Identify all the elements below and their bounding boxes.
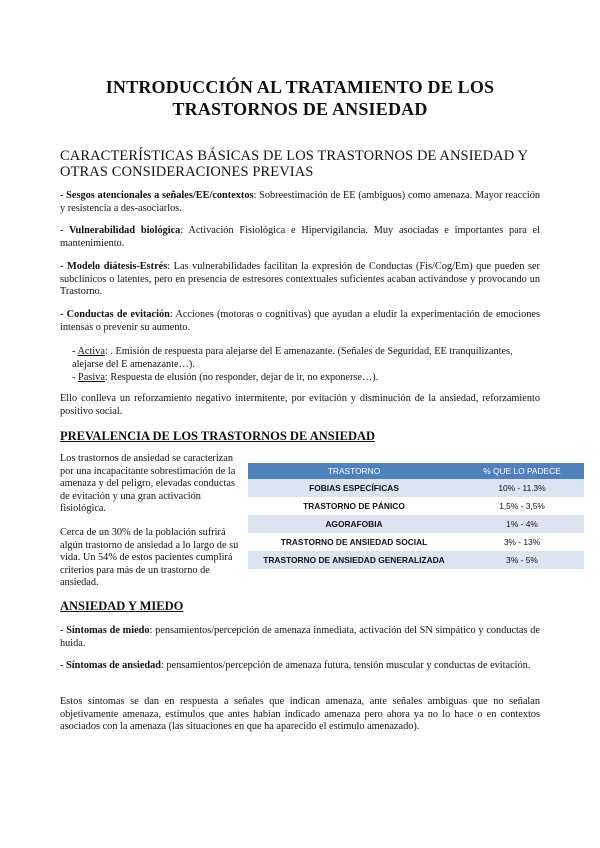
table-cell-name: FOBIAS ESPECÍFICAS — [248, 479, 460, 497]
subitem-prefix: - — [72, 372, 79, 383]
section3-heading: ANSIEDAD Y MIEDO — [60, 599, 184, 613]
table-cell-value: 3% - 5% — [460, 551, 584, 569]
table-cell-value: 10% - 11.3% — [460, 479, 584, 497]
item-term: - Vulnerabilidad biológica — [60, 225, 181, 236]
subitem-term: Activa — [77, 346, 105, 357]
item-term: - Modelo diátesis-Estrés — [60, 261, 168, 272]
item-term: - Síntomas de ansiedad — [60, 660, 161, 671]
prevalence-para-2: Cerca de un 30% de la población sufrirá algún trastorno de ansiedad a lo largo de su vida. Un 54% de estos pacientes cumplirá criterios para más de un trastorno de ansiedad. — [60, 527, 239, 588]
subitem-prefix: - — [72, 346, 78, 357]
section1-heading-line-1: CARACTERÍSTICAS BÁSICAS DE LOS TRASTORNOS DE ANSIEDAD Y — [60, 148, 529, 164]
prevalence-table — [248, 463, 584, 569]
table-row — [248, 551, 584, 569]
table-header-trastorno: TRASTORNO — [248, 463, 460, 479]
item-term: - Conductas de evitación — [60, 309, 170, 320]
section3-item-1 — [60, 625, 540, 650]
table-cell-value: 1% - 4% — [460, 515, 584, 533]
table-header-percent: % QUE LO PADECE — [460, 463, 584, 479]
section2-heading: PREVALENCIA DE LOS TRASTORNOS DE ANSIEDAD — [60, 429, 376, 443]
section1-closing: Ello conlleva un reforzamiento negativo intermitente, por evitación y disminución de la ansiedad, reforzamiento positivo social. — [60, 393, 540, 417]
table-header-row — [248, 463, 584, 479]
section1-item-1 — [60, 190, 540, 215]
section3-item-2 — [60, 660, 540, 673]
item-text: : Acciones (motoras o cognitivas) que ayudan a eludir la experimentación de emociones intensas o prevenir su aumento. — [60, 309, 540, 333]
table-cell-value: 1,5% - 3,5% — [460, 497, 584, 515]
item-text: : Las vulnerabilidades facilitan la expresión de Conductas (Fis/Cog/Em) que pueden ser subclínicos o latentes, pero en presencia de estresores contextuales suficientes acaban activándose y provocando un Trastorno. — [60, 261, 540, 297]
table-row — [248, 479, 584, 497]
title-line-1: INTRODUCCIÓN AL TRATAMIENTO DE LOS — [105, 77, 495, 97]
item-term: - Sesgos atencionales a señales/EE/contextos — [60, 190, 254, 201]
subitem-activa — [72, 346, 542, 371]
item-text: : Activación Fisiológica e Hipervigilancia. Muy asociadas e importantes para el mantenimiento. — [60, 225, 540, 249]
section1-item-4 — [60, 309, 540, 334]
item-term: - Síntomas de miedo — [60, 625, 150, 636]
subitem-term: Pasiva — [78, 372, 105, 383]
item-text: : pensamientos/percepción de amenaza inmediata, activación del SN simpático y conductas de huida. — [60, 625, 540, 649]
table-row — [248, 515, 584, 533]
title-line-2: TRASTORNOS DE ANSIEDAD — [172, 99, 428, 119]
subitem-text: : Respuesta de elusión (no responder, dejar de ir, no exponerse…). — [104, 372, 379, 383]
section1-item-2 — [60, 225, 540, 250]
table-cell-name: AGORAFOBIA — [248, 515, 460, 533]
section1-heading — [60, 148, 528, 180]
item-text: : pensamientos/percepción de amenaza futura, tensión muscular y conductas de evitación. — [161, 660, 531, 671]
table-cell-value: 3% - 13% — [460, 533, 584, 551]
section1-item-3 — [60, 261, 540, 299]
table-cell-name: TRASTORNO DE ANSIEDAD GENERALIZADA — [248, 551, 460, 569]
subitem-pasiva — [72, 372, 542, 385]
table-row — [248, 497, 584, 515]
item-text: : Sobreestimación de EE (ambiguos) como amenaza. Mayor reacción y resistencia a des-asociarlos. — [60, 190, 540, 214]
section1-heading-line-2: OTRAS CONSIDERACIONES PREVIAS — [60, 164, 314, 180]
section3-closing: Estos síntomas se dan en respuesta a señales que indican amenaza, ante señales ambiguas que no señalan objetivamente amenaza, estímulos que antes habían indicado amenaza pero ahora ya no lo hace o en contextos asociados con la amenaza (las situaciones en que ha aparecido el estímulo amenazado). — [60, 696, 540, 732]
prevalence-para-1: Los trastornos de ansiedad se caracterizan por una incapacitante sobrestimación de la amenaza y del peligro, elevadas conductas de evitación y una gran activación fisiológica. — [60, 453, 236, 514]
document-title — [60, 76, 540, 120]
table-row — [248, 533, 584, 551]
table-cell-name: TRASTORNO DE PÁNICO — [248, 497, 460, 515]
table-cell-name: TRASTORNO DE ANSIEDAD SOCIAL — [248, 533, 460, 551]
subitem-text: : . Emisión de respuesta para alejarse del E amenazante. (Señales de Seguridad, EE tranquilizantes, alejarse del E amenazante…). — [72, 346, 513, 370]
